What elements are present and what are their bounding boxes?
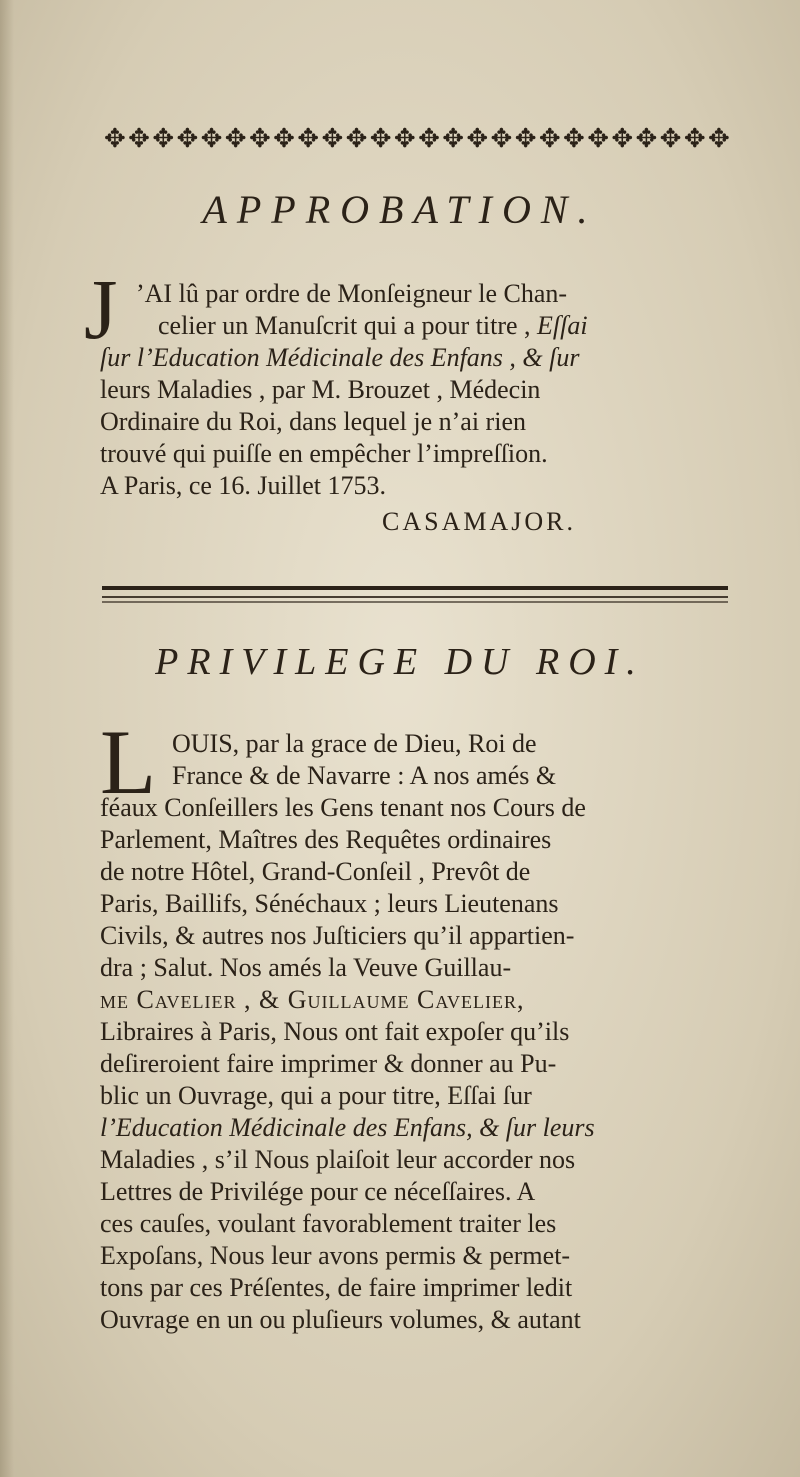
ornament-glyph: ✥ bbox=[587, 124, 609, 154]
approbation-line-3: ſur l’Education Médicinale des Enfans , & ſur bbox=[100, 343, 580, 372]
approbation-signature: CASAMAJOR. bbox=[382, 507, 576, 536]
ornament-glyph: ✥ bbox=[297, 124, 320, 154]
privilege-line-18: tons par ces Préſentes, de faire imprimer ledit bbox=[100, 1273, 573, 1302]
ornament-glyph: ✥ bbox=[683, 124, 706, 154]
ornament-glyph: ✥ bbox=[514, 124, 537, 154]
ornamental-border-icon bbox=[104, 122, 732, 156]
approbation-line-5: Ordinaire du Roi, dans lequel je n’ai rien bbox=[100, 407, 526, 436]
privilege-line-19: Ouvrage en un ou pluſieurs volumes, & autant bbox=[100, 1305, 581, 1334]
section-divider bbox=[102, 586, 728, 590]
section-divider-thin bbox=[102, 601, 728, 603]
ornament-glyph: ✥ bbox=[418, 124, 440, 154]
privilege-line-3: féaux Conſeillers les Gens tenant nos Cours de bbox=[100, 793, 586, 822]
approbation-line-6: trouvé qui puiſſe en empêcher l’impreſſion. bbox=[100, 439, 548, 468]
privilege-line-4: Parlement, Maîtres des Requêtes ordinaires bbox=[100, 825, 552, 854]
privilege-line-5: de notre Hôtel, Grand-Conſeil , Prevôt de bbox=[100, 857, 531, 886]
ornament-glyph: ✥ bbox=[176, 124, 199, 154]
approbation-line-2: celier un Manuſcrit qui a pour titre , Eſſai bbox=[158, 311, 588, 340]
privilege-line-15: Lettres de Privilége pour ce néceſſaires. A bbox=[100, 1177, 536, 1206]
ornament-glyph: ✥ bbox=[248, 124, 271, 154]
ornament-glyph: ✥ bbox=[273, 124, 295, 154]
privilege-line-12: blic un Ouvrage, qui a pour titre, Eſſai ſur bbox=[100, 1081, 532, 1110]
ornament-glyph: ✥ bbox=[345, 124, 368, 154]
ornament-glyph: ✥ bbox=[466, 124, 489, 154]
ornament-glyph: ✥ bbox=[224, 124, 247, 154]
approbation-line-1: ’AI lû par ordre de Monſeigneur le Chan- bbox=[136, 279, 568, 308]
privilege-line-2: France & de Navarre : A nos amés & bbox=[172, 761, 557, 790]
privilege-line-7: Civils, & autres nos Juſticiers qu’il appartien- bbox=[100, 921, 575, 950]
privilege-line-6: Paris, Baillifs, Sénéchaux ; leurs Lieutenans bbox=[100, 889, 559, 918]
privilege-line-14: Maladies , s’il Nous plaiſoit leur accorder nos bbox=[100, 1145, 576, 1174]
section-divider-thin bbox=[102, 596, 728, 598]
privilege-line-10: Libraires à Paris, Nous ont fait expoſer qu’ils bbox=[100, 1017, 570, 1046]
privilege-line-9: me Cavelier , & Guillaume Cavelier, bbox=[100, 985, 525, 1014]
ornament-glyph: ✥ bbox=[490, 124, 513, 154]
ornament-glyph: ✥ bbox=[538, 124, 561, 154]
privilege-dropcap: L bbox=[100, 711, 157, 813]
ornament-glyph: ✥ bbox=[128, 124, 150, 154]
privilege-line-1: OUIS, par la grace de Dieu, Roi de bbox=[172, 729, 537, 758]
ornament-glyph: ✥ bbox=[563, 124, 585, 154]
ornament-glyph: ✥ bbox=[442, 124, 465, 154]
privilege-heading: PRIVILEGE DU ROI. bbox=[155, 641, 645, 683]
approbation-line-7: A Paris, ce 16. Juillet 1753. bbox=[100, 471, 386, 500]
privilege-line-8: dra ; Salut. Nos amés la Veuve Guillau- bbox=[100, 953, 512, 982]
ornament-glyph: ✥ bbox=[104, 124, 126, 154]
ornament-glyph: ✥ bbox=[393, 124, 416, 154]
approbation-dropcap: J bbox=[84, 261, 118, 357]
approbation-italic-title: Eſſai bbox=[537, 311, 588, 340]
approbation-heading: APPROBATION. bbox=[202, 187, 598, 232]
ornament-glyph: ✥ bbox=[369, 124, 392, 154]
privilege-line-17: Expoſans, Nous leur avons permis & permet- bbox=[100, 1241, 571, 1270]
privilege-line-11: deſireroient faire imprimer & donner au Pu- bbox=[100, 1049, 557, 1078]
approbation-line-4: leurs Maladies , par M. Brouzet , Médecin bbox=[100, 375, 541, 404]
ornament-glyph: ✥ bbox=[321, 124, 344, 154]
ornament-glyph: ✥ bbox=[659, 124, 682, 154]
ornament-glyph: ✥ bbox=[611, 124, 634, 154]
privilege-line-13: l’Education Médicinale des Enfans, & ſur leurs bbox=[100, 1113, 595, 1142]
ornament-glyph: ✥ bbox=[635, 124, 658, 154]
ornament-glyph: ✥ bbox=[152, 124, 175, 154]
ornament-glyph: ✥ bbox=[708, 124, 730, 154]
ornament-glyph: ✥ bbox=[200, 124, 223, 154]
privilege-line-16: ces cauſes, voulant favorablement traiter les bbox=[100, 1209, 557, 1238]
